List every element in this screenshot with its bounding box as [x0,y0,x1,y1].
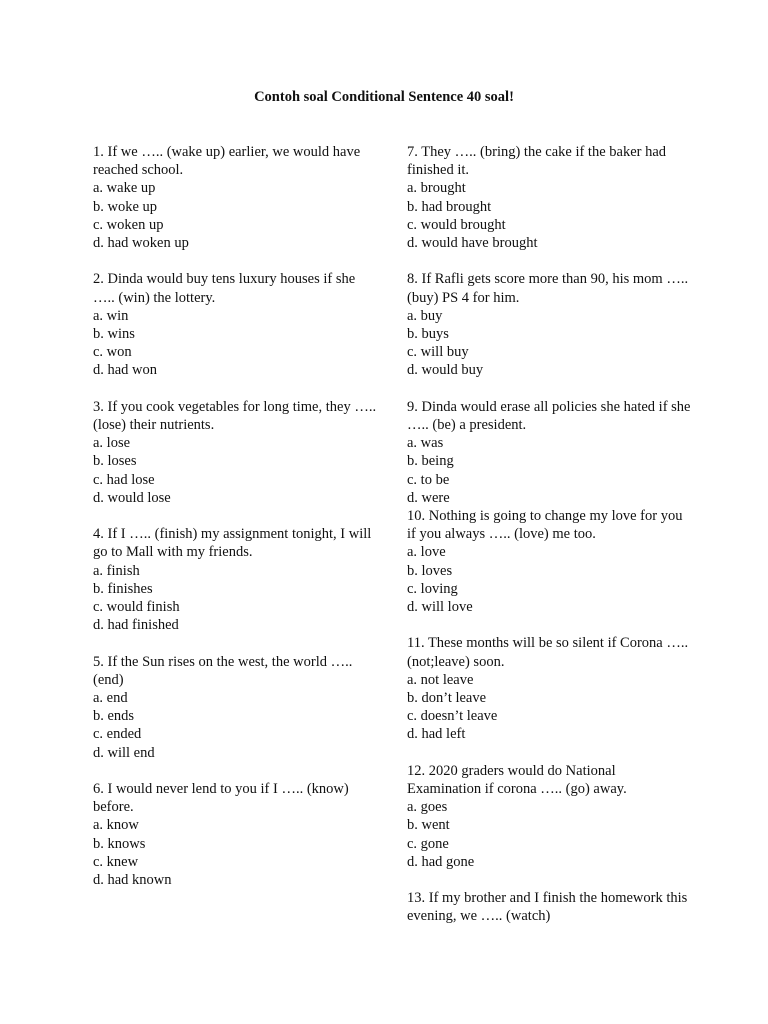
option-c: c. ended [93,726,142,743]
option-a: a. was [407,435,444,452]
option-b: b. buys [407,326,449,343]
option-c: c. to be [407,471,450,488]
question-4 [93,525,378,634]
option-d: d. had left [407,726,466,743]
option-b: b. loves [407,562,453,579]
question-stem: 9. Dinda would erase all policies she hated if she ….. (be) a president. [407,398,691,434]
option-a: a. not leave [407,671,474,688]
option-a: a. buy [407,307,443,324]
option-d: d. will love [407,599,473,616]
option-c: c. will buy [407,344,469,361]
option-d: d. were [407,489,450,506]
question-stem: 11. These months will be so silent if Corona ….. (not;leave) soon. [407,635,689,670]
option-a: a. end [93,690,128,707]
question-stem: 1. If we ….. (wake up) earlier, we would have reached school. [93,144,361,179]
option-d: d. had gone [407,853,475,870]
option-c: c. loving [407,580,458,597]
option-b: b. knows [93,835,146,852]
option-b: b. being [407,453,454,470]
option-a: a. wake up [93,180,156,197]
question-stem: 2. Dinda would buy tens luxury houses if she ….. (win) the lottery. [93,271,356,306]
option-a: a. know [93,817,139,834]
option-a: a. love [407,544,446,561]
option-d: d. would lose [93,489,171,506]
question-8 [407,270,692,379]
question-stem: 8. If Rafli gets score more than 90, his mom ….. (buy) PS 4 for him. [407,271,689,306]
option-d: d. had won [93,362,158,379]
option-b: b. had brought [407,198,492,215]
option-b: b. wins [93,326,135,343]
option-b: b. finishes [93,580,153,597]
question-stem: 4. If I ….. (finish) my assignment tonight, I will go to Mall with my friends. [93,526,372,561]
option-a: a. finish [93,562,140,579]
question-12 [407,762,692,871]
question-7 [407,143,692,252]
option-c: c. knew [93,853,139,870]
question-stem: 6. I would never lend to you if I ….. (know) before. [93,781,349,816]
option-d: d. had woken up [93,235,189,252]
option-c: c. doesn’t leave [407,708,498,725]
question-column-left [93,143,378,907]
option-d: d. will end [93,744,155,761]
option-a: a. brought [407,180,466,197]
option-b: b. woke up [93,198,158,215]
option-d: d. had finished [93,617,179,634]
option-a: a. lose [93,435,131,452]
option-a: a. goes [407,799,448,816]
question-stem: 5. If the Sun rises on the west, the world ….. (end) [93,653,353,688]
option-c: c. would brought [407,216,506,233]
question-1 [93,143,378,252]
question-stem: 3. If you cook vegetables for long time, they ….. (lose) their nutrients. [93,398,377,434]
question-6 [93,780,378,889]
option-b: b. loses [93,453,137,470]
page-title: Contoh soal Conditional Sentence 40 soal! [254,89,514,105]
question-stem: 10. Nothing is going to change my love for you if you always ….. (love) me too. [407,508,683,543]
question-column-right [407,143,692,926]
question-11 [407,634,692,743]
question-2 [93,270,378,379]
question-stem: 13. If my brother and I finish the homework this evening, we ….. (watch) [407,890,688,925]
option-c: c. won [93,344,132,361]
option-d: d. had known [93,872,172,889]
option-c: c. had lose [93,471,155,488]
option-b: b. ends [93,708,135,725]
option-a: a. win [93,307,129,324]
question-5 [93,653,378,762]
question-stem: 12. 2020 graders would do National Examination if corona ….. (go) away. [407,762,627,798]
question-9 [407,398,692,507]
option-c: c. woken up [93,216,164,233]
option-d: d. would buy [407,362,484,379]
option-d: d. would have brought [407,235,538,252]
question-stem: 7. They ….. (bring) the cake if the baker had finished it. [407,144,667,179]
question-13 [407,889,692,925]
option-c: c. gone [407,835,449,852]
option-b: b. went [407,817,450,834]
question-10 [407,507,692,616]
question-3 [93,398,378,507]
option-b: b. don’t leave [407,690,487,707]
option-c: c. would finish [93,599,180,616]
